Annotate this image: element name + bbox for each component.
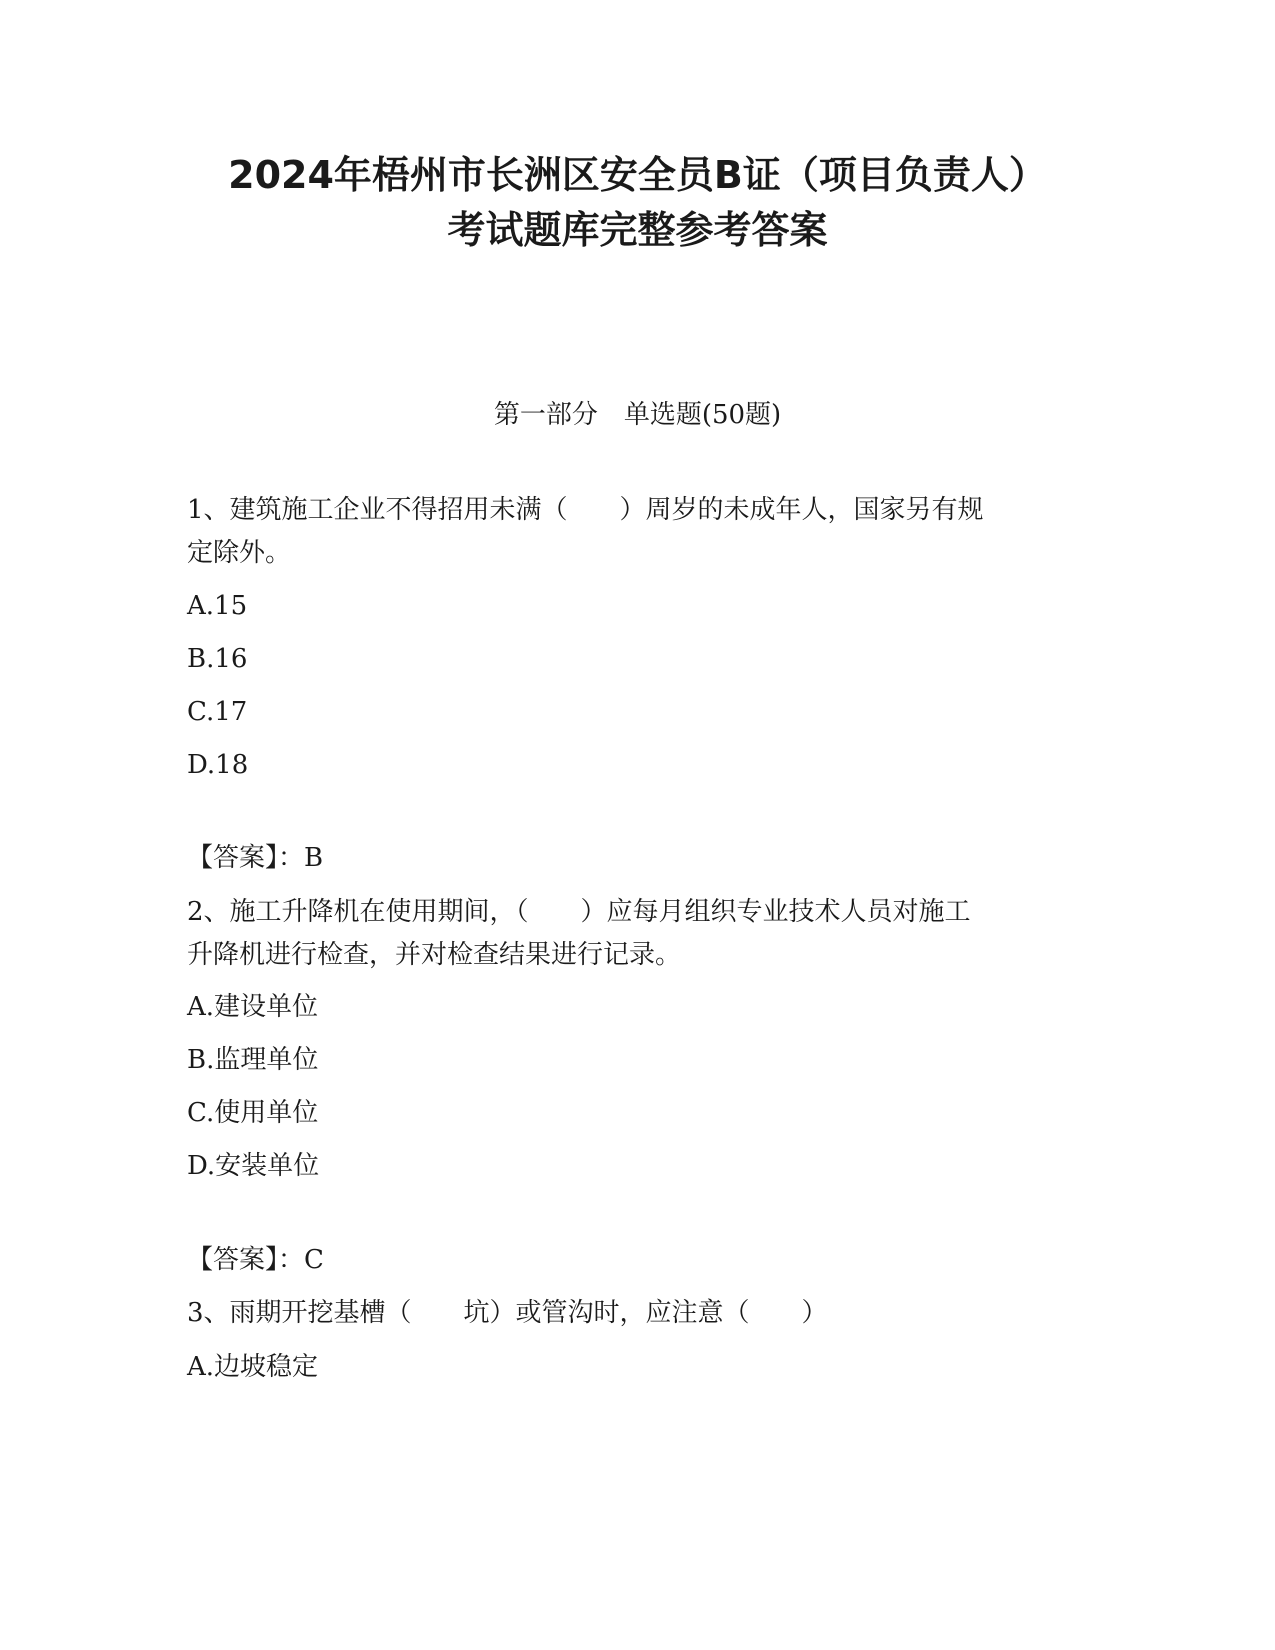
option-a: A.边坡稳定 (187, 1352, 319, 1382)
question-stem-line-1: 3、雨期开挖基槽（ 坑）或管沟时，应注意（ ） (187, 1298, 828, 1328)
option-c: C.17 (187, 697, 248, 727)
question-stem-line-1: 1、建筑施工企业不得招用未满（ ）周岁的未成年人，国家另有规 (187, 495, 984, 525)
option-a: A.15 (187, 591, 248, 621)
option-b: B.16 (187, 644, 248, 674)
answer-line: 【答案】：C (187, 1245, 324, 1275)
question-stem-line-2: 升降机进行检查，并对检查结果进行记录。 (187, 940, 682, 970)
option-a: A.建设单位 (187, 992, 319, 1022)
option-d: D.安装单位 (187, 1151, 320, 1181)
option-c: C.使用单位 (187, 1098, 319, 1128)
question-stem-line-1: 2、施工升降机在使用期间，（ ）应每月组织专业技术人员对施工 (187, 897, 971, 927)
option-d: D.18 (187, 750, 249, 780)
answer-line: 【答案】：B (187, 843, 324, 873)
document-title-line-1: 2024年梧州市长洲区安全员B证（项目负责人） (228, 153, 1047, 197)
section-heading: 第一部分 单选题(50题) (493, 400, 782, 430)
question-stem-line-2: 定除外。 (187, 538, 292, 568)
document-title-line-2: 考试题库完整参考答案 (447, 208, 828, 252)
option-b: B.监理单位 (187, 1045, 319, 1075)
